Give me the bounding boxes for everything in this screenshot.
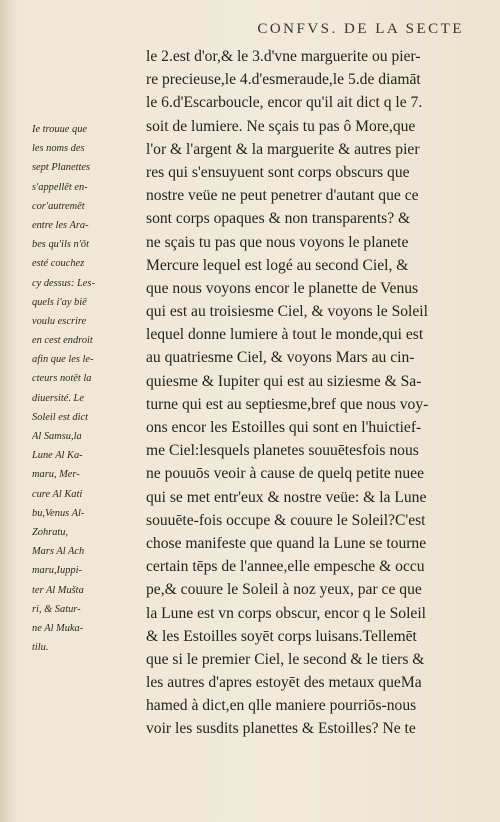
running-head bbox=[0, 18, 500, 38]
margin-note-line: maru,Iuppi- bbox=[32, 565, 82, 577]
text-line: souuēte-fois occupe & couure le Soleil?C'est bbox=[146, 511, 426, 529]
margin-note-line: Lune Al Ka- bbox=[32, 450, 83, 462]
margin-note-line: Zohratu, bbox=[32, 526, 69, 538]
margin-note-line: afin que les le- bbox=[32, 354, 94, 366]
text-line: & les Estoilles soyēt corps luisans.Tellemēt bbox=[146, 627, 417, 645]
text-line: ons encor les Estoilles qui sont en l'huictief- bbox=[146, 419, 422, 436]
margin-note-line: Ie trouue que bbox=[32, 124, 88, 135]
text-line: que si le premier Ciel, le second & le tiers & bbox=[146, 650, 425, 668]
text-line: Mercure lequel est logé au second Ciel, & bbox=[146, 256, 409, 274]
text-line: chose manifeste que quand la Lune se tourne bbox=[146, 534, 427, 552]
margin-note-line: cor'autremēt bbox=[32, 200, 85, 212]
margin-note-line: maru, Mer- bbox=[32, 469, 80, 481]
text-line: le 6.d'Escarboucle, encor qu'il ait dict q le 7. bbox=[146, 94, 423, 112]
text-line: le 2.est d'or,& le 3.d'vne marguerite ou pier- bbox=[146, 48, 421, 65]
margin-note-line: cteurs notēt la bbox=[32, 373, 92, 385]
margin-note-line: ter Al Mušta bbox=[32, 584, 84, 596]
text-line: nostre veüe ne peut penetrer d'autant que ce bbox=[146, 187, 419, 205]
margin-note-line: sept Planettes bbox=[32, 162, 91, 174]
text-line: me Ciel:lesquels planetes souuētesfois nous bbox=[146, 442, 419, 460]
margin-note-line: cy dessus: Les- bbox=[32, 277, 95, 289]
text-line: lequel donne lumiere à tout le monde,qui est bbox=[146, 326, 424, 344]
text-line: l'or & l'argent & la marguerite & autres pier bbox=[146, 140, 420, 158]
margin-note-line: ne Al Muka- bbox=[32, 622, 84, 634]
text-line: certain tēps de l'annee,elle empesche & occu bbox=[146, 558, 425, 576]
text-line: ne sçais tu pas que nous voyons le planete bbox=[146, 233, 409, 251]
text-line: au quatriesme Ciel, & voyons Mars au cin- bbox=[146, 349, 415, 367]
margin-note-line: ri, & Satur- bbox=[32, 603, 81, 615]
text-line: la Lune est vn corps obscur, encor q le Soleil bbox=[146, 604, 426, 622]
margin-note-line: cure Al Kati bbox=[32, 488, 83, 500]
margin-note-line: bu,Venus Al- bbox=[32, 507, 85, 519]
marginal-note bbox=[32, 120, 142, 657]
text-line: pe,& couure le Soleil à noz yeux, par ce que bbox=[146, 581, 422, 599]
margin-note-line: s'appellēt en- bbox=[32, 181, 88, 193]
running-head-text: CONFVS. DE LA SECTE bbox=[257, 21, 464, 37]
margin-note-line: entre les Ara- bbox=[32, 219, 89, 231]
margin-note-line: quels i'ay biē bbox=[32, 296, 87, 308]
text-line: res qui s'ensuyuent sont corps obscurs que bbox=[146, 163, 410, 181]
text-line: turne qui est au septiesme,bref que nous voy- bbox=[146, 395, 429, 413]
text-line: ne pouuōs veoir à cause de quelq petite nuee bbox=[146, 465, 424, 483]
text-line: les autres d'apres estoyēt des metaux queMa bbox=[146, 674, 422, 692]
main-text-block bbox=[146, 45, 488, 741]
text-line: hamed à dict,en qlle maniere pourriōs-nous bbox=[146, 697, 417, 715]
text-line: quiesme & Iupiter qui est au siziesme & Sa- bbox=[146, 372, 422, 390]
text-line: soit de lumiere. Ne sçais tu pas ô More,que bbox=[146, 117, 416, 135]
margin-note-line: bes qu'ils n'ōt bbox=[32, 239, 89, 251]
text-line: qui se met entr'eux & nostre veüe: & la Lune bbox=[146, 488, 427, 506]
margin-note-line: voulu escrire bbox=[32, 315, 87, 327]
text-line: sont corps opaques & non transparents? & bbox=[146, 210, 411, 228]
text-line: qui est au troisiesme Ciel, & voyons le Soleil bbox=[146, 303, 428, 321]
margin-note-line: diuersité. Le bbox=[32, 392, 84, 404]
text-line: voir les susdits planettes & Estoilles? Ne te bbox=[146, 720, 416, 738]
text-line: que nous voyons encor le planette de Venus bbox=[146, 279, 419, 297]
margin-note-line: Mars Al Ach bbox=[32, 546, 85, 558]
margin-note-line: Soleil est dict bbox=[32, 411, 88, 423]
margin-note-line: esté couchez bbox=[32, 258, 85, 270]
margin-note-line: en cest endroit bbox=[32, 335, 93, 347]
margin-note-line: Al Samsu,la bbox=[32, 431, 82, 442]
margin-note-line: tilu. bbox=[32, 642, 49, 654]
margin-note-line: les noms des bbox=[32, 143, 85, 155]
text-line: re precieuse,le 4.d'esmeraude,le 5.de diamāt bbox=[146, 71, 421, 89]
